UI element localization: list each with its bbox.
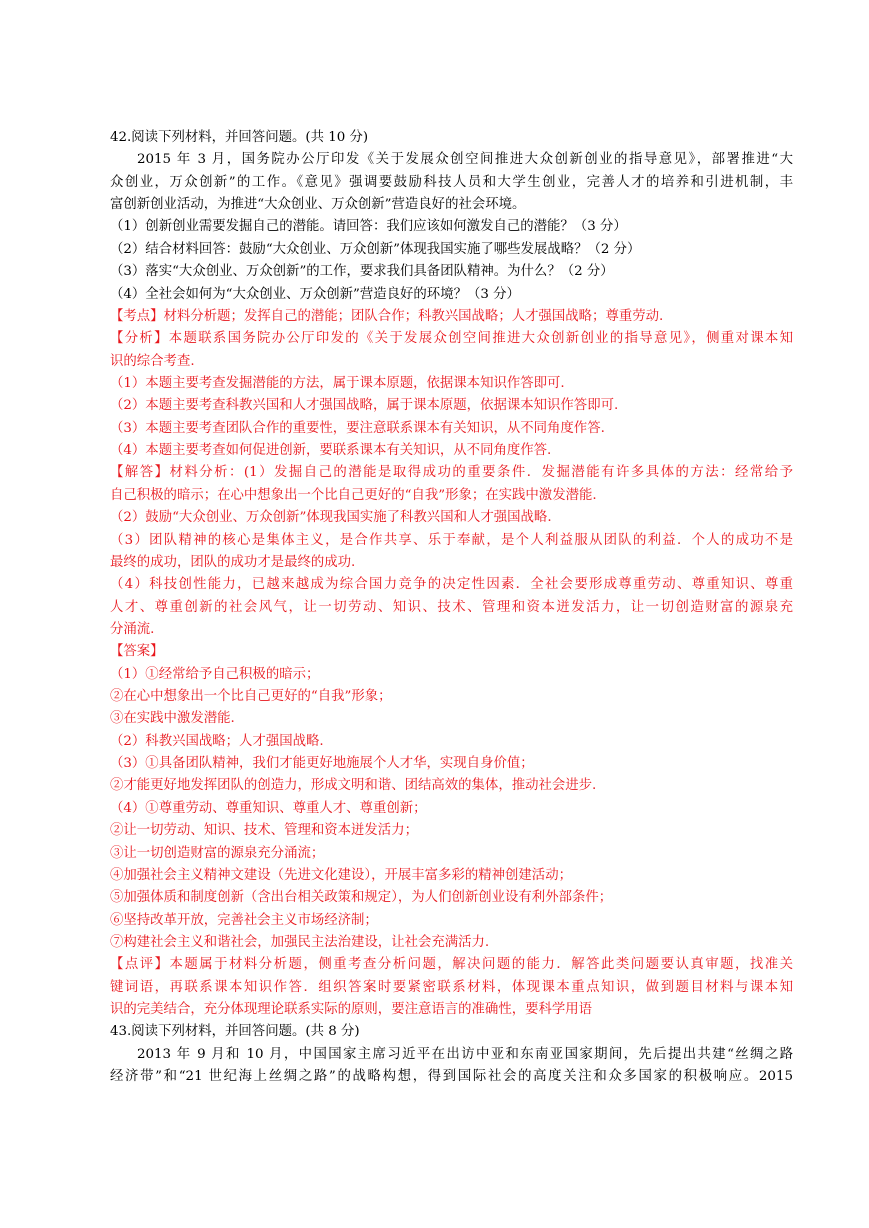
text-line: 2013 年 9 月和 10 月，中国国家主席习近平在出访中亚和东南亚国家期间，先后提出共建“丝绸之路 [137,1046,793,1062]
text-line: 分涌流. [110,621,155,637]
text-line: 众创业，万众创新”的工作。《意见》强调要鼓励科技人员和大学生创业，完善人才的培养和引进机制，丰 [110,174,793,190]
text-line: （1）本题主要考查发掘潜能的方法，属于课本原题，依据课本知识作答即可. [110,376,565,391]
text-line: （2）鼓励“大众创业、万众创新”体现我国实施了科教兴国和人才强国战略. [110,510,552,526]
text-line: （3）本题主要考查团队合作的重要性，要注意联系课本有关知识，从不同角度作答. [110,420,605,436]
text-line: 经济带”和“21 世纪海上丝绸之路”的战略构想，得到国际社会的高度关注和众多国家的积极响应。2015 [110,1069,793,1085]
text-line: 键词语，再联系课本知识作答．组织答案时要紧密联系材料，体现课本重点知识，做到题目材料与课本知 [110,979,793,995]
text-line: 人才、尊重创新的社会风气，让一切劳动、知识、技术、管理和资本迸发活力，让一切创造财富的源泉充 [110,599,793,615]
text-line: （3）团队精神的核心是集体主义，是合作共享、乐于奉献，是个人利益服从团队的利益．个人的成功不是 [110,532,793,548]
text-line: 【分析】本题联系国务院办公厅印发的《关于发展众创空间推进大众创新创业的指导意见》，侧重对课本知 [110,331,793,347]
text-line: 最终的成功，团队的成功才是最终的成功. [110,554,356,570]
text-line: （4）本题主要考查如何促进创新，要联系课本有关知识，从不同角度作答. [110,443,552,458]
text-line: ③在实践中激发潜能. [110,711,235,727]
text-line: 【答案】 [110,644,164,660]
text-line: ④加强社会主义精神文建设（先进文化建设），开展丰富多彩的精神创建活动； [110,867,572,883]
text-line: ⑦构建社会主义和谐社会，加强民主法治建设，让社会充满活力. [110,935,490,950]
text-line: （3）落实“大众创业、万众创新”的工作，要求我们具备团队精神。为什么？（2 分） [110,264,614,280]
text-line: 自己积极的暗示；在心中想象出一个比自己更好的“自我”形象；在实践中激发潜能. [110,487,597,503]
text-line: （1）①经常给予自己积极的暗示； [110,666,320,682]
text-line: 2015 年 3 月，国务院办公厅印发《关于发展众创空间推进大众创新创业的指导意见》，部署推进“大 [137,152,793,168]
text-line: ②才能更好地发挥团队的创造力，形成文明和谐、团结高效的集体，推动社会进步. [110,778,597,794]
text-line: 42.阅读下列材料，并回答问题。(共 10 分) [110,130,369,145]
text-line: （4）全社会如何为“大众创业、万众创新”营造良好的环境？（3 分） [110,286,520,302]
text-line: 富创新创业活动，为推进“大众创业、万众创新”营造良好的社会环境。 [110,197,526,213]
text-line: ⑤加强体质和制度创新（含出台相关政策和规定），为人们创新创业设有利外部条件； [110,890,613,906]
text-line: 43.阅读下列材料，并回答问题。(共 8 分) [110,1024,360,1040]
text-line: （1）创新创业需要发掘自己的潜能。请回答：我们应该如何激发自己的潜能？（3 分） [110,219,627,235]
text-line: （2）科教兴国战略；人才强国战略. [110,733,324,749]
text-line: （3）①具备团队精神，我们才能更好地施展个人才华，实现自身价值； [110,756,534,772]
text-line: 【考点】材料分析题；发挥自己的潜能；团队合作；科教兴国战略；人才强国战略；尊重劳动. [110,308,664,324]
text-line: 识的综合考查. [110,353,195,369]
text-line: （4）科技创性能力，已越来越成为综合国力竞争的决定性因素．全社会要形成尊重劳动、尊重知识、尊重 [110,577,793,593]
text-line: （2）结合材料回答：鼓励“大众创业、万众创新”体现我国实施了哪些发展战略？（2 分） [110,241,641,257]
text-line: 识的完美结合，充分体现理论联系实际的原则，要注意语言的准确性，要科学用语 [110,1002,593,1017]
text-line: ⑥坚持改革开放，完善社会主义市场经济制； [110,912,378,928]
text-line: 【点评】本题属于材料分析题，侧重考查分析问题，解决问题的能力．解答此类问题要认真审题，找准关 [110,957,793,973]
text-line: ②让一切劳动、知识、技术、管理和资本迸发活力； [110,823,418,839]
text-line: ②在心中想象出一个比自己更好的“自我”形象； [110,689,392,704]
text-line: （2）本题主要考查科教兴国和人才强国战略，属于课本原题，依据课本知识作答即可. [110,398,619,414]
text-line: （4）①尊重劳动、尊重知识、尊重人才、尊重创新； [110,800,427,816]
text-line: ③让一切创造财富的源泉充分涌流； [110,845,325,861]
text-line: 【解答】材料分析：(1）发掘自己的潜能是取得成功的重要条件．发掘潜能有许多具体的方法：经常给予 [110,465,793,481]
